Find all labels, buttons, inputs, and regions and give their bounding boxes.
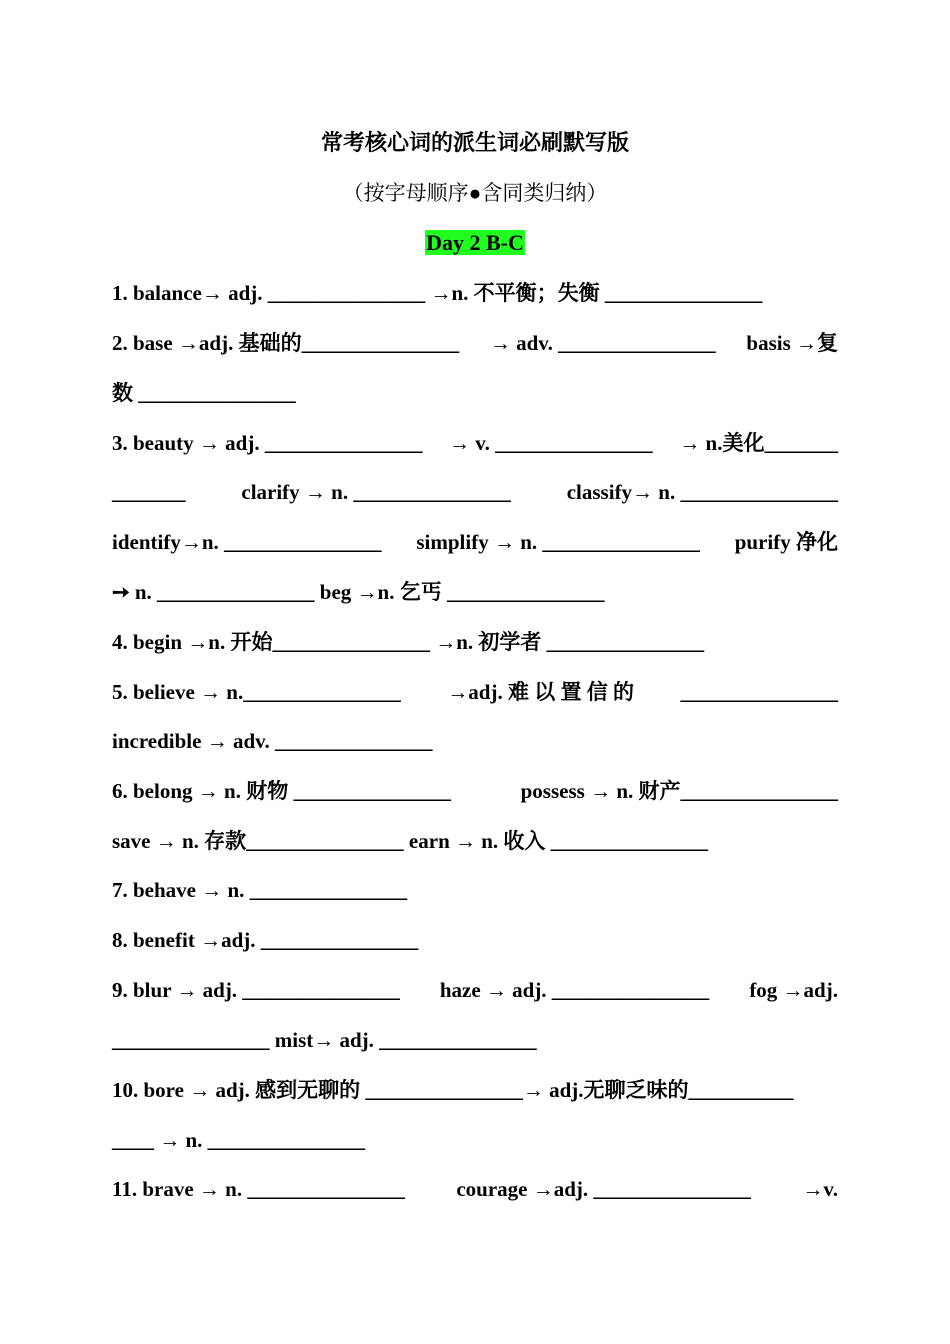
exercise-text: possess → n. 财产_______________: [520, 779, 838, 803]
exercise-text: ____ → n. _______________: [112, 1128, 366, 1152]
exercise-line: [112, 975, 838, 1005]
exercise-text: save → n. 存款_______________ earn → n. 收入 _______________: [112, 829, 709, 853]
exercise-text: basis →复: [746, 331, 838, 355]
exercise-text: haze → adj. _______________: [439, 978, 710, 1002]
exercise-line: [112, 428, 838, 458]
exercise-line: [112, 577, 838, 607]
exercise-text: 8. benefit →adj. _______________: [112, 928, 419, 952]
exercise-text: 2. base →adj. 基础的_______________: [112, 331, 460, 355]
exercise-text: → adv. _______________: [489, 331, 716, 355]
exercise-line: [112, 1025, 838, 1055]
day-label: [0, 228, 950, 258]
exercise-text: 1. balance→ adj. _______________ →n. 不平衡；失衡 _______________: [112, 281, 763, 305]
page-title: 常考核心词的派生词必刷默写版: [320, 130, 629, 155]
exercise-line: [112, 726, 838, 756]
exercise-text: purify 净化: [734, 530, 838, 554]
exercise-line: [112, 477, 838, 507]
exercise-text: 6. belong → n. 财物 _______________: [112, 779, 451, 803]
exercise-line: [112, 1174, 838, 1204]
exercise-text: _______________ mist→ adj. _______________: [112, 1028, 537, 1052]
exercise-text: 5. believe → n._______________: [112, 680, 401, 704]
exercise-text: incredible → adv. _______________: [112, 729, 433, 753]
exercise-text: → v. _______________: [449, 431, 653, 455]
exercise-text: _______________: [680, 680, 838, 704]
exercise-text: 11. brave → n. _______________: [112, 1177, 405, 1201]
exercise-line: [112, 1075, 838, 1105]
exercise-line: [112, 1125, 838, 1155]
exercise-line: [112, 875, 838, 905]
exercise-text: → n.美化_______: [679, 431, 838, 455]
exercise-text: identify→n. _______________: [112, 530, 382, 554]
exercise-text: 数 _______________: [112, 381, 296, 405]
exercise-text: clarify → n. _______________: [241, 480, 511, 504]
page-subtitle: （按字母顺序●含同类归纳）: [342, 181, 608, 205]
day-highlight: Day 2 B-C: [426, 230, 524, 255]
exercise-text: _______: [112, 480, 186, 504]
exercise-line: [112, 925, 838, 955]
exercise-line: [112, 677, 838, 707]
exercise-text: →adj. 难 以 置 信 的: [447, 680, 634, 704]
exercise-text: →v.: [802, 1177, 838, 1201]
exercise-text: ➙ n. _______________ beg →n. 乞丐 _______________: [112, 580, 605, 604]
exercise-line: [112, 378, 838, 408]
exercise-line: [112, 278, 838, 308]
exercise-line: [112, 826, 838, 856]
exercise-text: fog →adj.: [749, 978, 838, 1002]
exercise-line: [112, 627, 838, 657]
exercise-line: [112, 776, 838, 806]
exercise-text: 9. blur → adj. _______________: [112, 978, 400, 1002]
exercise-text: simplify → n. _______________: [416, 530, 700, 554]
exercise-text: 4. begin →n. 开始_______________ →n. 初学者 _______________: [112, 630, 705, 654]
exercise-text: courage →adj. _______________: [456, 1177, 751, 1201]
exercise-line: [112, 328, 838, 358]
exercise-line: [112, 527, 838, 557]
exercise-text: 7. behave → n. _______________: [112, 878, 408, 902]
exercise-text: 10. bore → adj. 感到无聊的 _______________→ adj.无聊乏味的__________: [112, 1078, 794, 1102]
exercise-text: 3. beauty → adj. _______________: [112, 431, 423, 455]
exercise-text: classify→ n. _______________: [566, 480, 838, 504]
